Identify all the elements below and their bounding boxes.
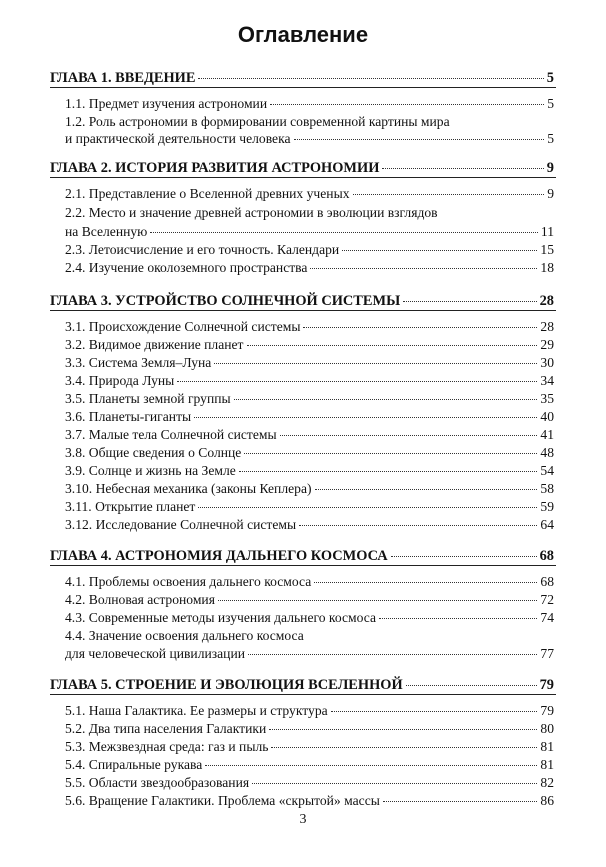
chapter-divider (50, 310, 556, 311)
dot-leader (205, 765, 537, 766)
section-3-12-title: 3.12. Исследование Солнечной системы (65, 517, 297, 532)
dot-leader (198, 507, 537, 508)
section-1-1-page: 5 (547, 96, 554, 111)
section-5-5[interactable] (65, 775, 554, 791)
chapter-divider (50, 87, 556, 88)
section-3-7-title: 3.7. Малые тела Солнечной системы (65, 427, 277, 442)
chapter-3-title: ГЛАВА 3. УСТРОЙСТВО СОЛНЕЧНОЙ СИСТЕМЫ (50, 293, 401, 309)
dot-leader (315, 489, 538, 490)
dot-leader (303, 327, 537, 328)
dot-leader (269, 729, 537, 730)
chapter-divider (50, 177, 556, 178)
dot-leader (234, 399, 538, 400)
chapter-1[interactable] (50, 70, 554, 86)
section-4-4-title[interactable]: 4.4. Значение освоения дальнего космоса (65, 628, 304, 643)
dot-leader (214, 363, 537, 364)
dot-leader (247, 345, 538, 346)
section-1-1[interactable] (65, 96, 554, 112)
dot-leader (403, 301, 536, 302)
dot-leader (252, 783, 537, 784)
section-1-2-title: и практической деятельности человека (65, 131, 291, 146)
section-5-6-title: 5.6. Вращение Галактики. Проблема «скрытой» массы (65, 793, 380, 808)
dot-leader (271, 747, 537, 748)
chapter-2-page: 9 (546, 160, 554, 176)
section-3-4-page: 34 (540, 373, 554, 388)
chapter-divider (50, 694, 556, 695)
section-2-2[interactable] (65, 224, 554, 240)
section-4-1-title: 4.1. Проблемы освоения дальнего космоса (65, 574, 312, 589)
section-5-5-page: 82 (540, 775, 554, 790)
section-5-4[interactable] (65, 757, 554, 773)
section-2-3-page: 15 (540, 242, 554, 257)
section-3-2-page: 29 (540, 337, 554, 352)
section-3-6-page: 40 (540, 409, 554, 424)
dot-leader (177, 381, 537, 382)
section-5-4-title: 5.4. Спиральные рукава (65, 757, 203, 772)
section-2-4[interactable] (65, 260, 554, 276)
section-3-10-title: 3.10. Небесная механика (законы Кеплера) (65, 481, 312, 496)
dot-leader (299, 525, 537, 526)
section-3-1-page: 28 (540, 319, 554, 334)
dot-leader (244, 453, 537, 454)
section-5-2[interactable] (65, 721, 554, 737)
chapter-5-title: ГЛАВА 5. СТРОЕНИЕ И ЭВОЛЮЦИЯ ВСЕЛЕННОЙ (50, 677, 403, 693)
dot-leader (270, 104, 544, 105)
section-3-11-page: 59 (540, 499, 554, 514)
section-4-4-title: для человеческой цивилизации (65, 646, 245, 661)
section-5-3-page: 81 (540, 739, 554, 754)
section-5-3[interactable] (65, 739, 554, 755)
section-4-3-title: 4.3. Современные методы изучения дальнего космоса (65, 610, 376, 625)
section-5-2-page: 80 (540, 721, 554, 736)
section-4-3[interactable] (65, 610, 554, 626)
dot-leader (331, 711, 538, 712)
section-5-1-title: 5.1. Наша Галактика. Ее размеры и структура (65, 703, 328, 718)
section-1-2-page: 5 (547, 131, 554, 146)
section-4-4-page: 77 (540, 646, 554, 661)
dot-leader (353, 194, 545, 195)
section-3-5-title: 3.5. Планеты земной группы (65, 391, 231, 406)
section-3-10-page: 58 (540, 481, 554, 496)
section-2-2-title[interactable]: 2.2. Место и значение древней астрономии в эволюции взглядов (65, 205, 438, 220)
dot-leader (248, 654, 537, 655)
section-2-3[interactable] (65, 242, 554, 258)
section-1-1-title: 1.1. Предмет изучения астрономии (65, 96, 268, 111)
section-4-1-page: 68 (540, 574, 554, 589)
section-3-12-page: 64 (540, 517, 554, 532)
section-3-1-title: 3.1. Происхождение Солнечной системы (65, 319, 301, 334)
section-2-4-page: 18 (540, 260, 554, 275)
chapter-2[interactable] (50, 160, 554, 176)
chapter-5[interactable] (50, 677, 554, 693)
section-2-3-title: 2.3. Летоисчисление и его точность. Календари (65, 242, 340, 257)
section-3-2[interactable] (65, 337, 554, 353)
chapter-1-title: ГЛАВА 1. ВВЕДЕНИЕ (50, 70, 196, 86)
section-3-9-title: 3.9. Солнце и жизнь на Земле (65, 463, 236, 478)
section-3-11-title: 3.11. Открытие планет (65, 499, 196, 514)
section-3-9-page: 54 (540, 463, 554, 478)
page-number: 3 (299, 812, 307, 827)
section-3-4-title: 3.4. Природа Луны (65, 373, 175, 388)
section-4-2-page: 72 (540, 592, 554, 607)
chapter-4-title: ГЛАВА 4. АСТРОНОМИЯ ДАЛЬНЕГО КОСМОСА (50, 548, 388, 564)
section-4-1[interactable] (65, 574, 554, 590)
dot-leader (150, 232, 538, 233)
page-title: Оглавление (237, 22, 369, 47)
dot-leader (406, 685, 537, 686)
section-3-3[interactable] (65, 355, 554, 371)
chapter-1-page: 5 (546, 70, 554, 86)
section-3-4[interactable] (65, 373, 554, 389)
section-5-6-page: 86 (540, 793, 554, 808)
dot-leader (239, 471, 538, 472)
section-3-12[interactable] (65, 517, 554, 533)
section-3-1[interactable] (65, 319, 554, 335)
section-3-7[interactable] (65, 427, 554, 443)
section-5-1-page: 79 (540, 703, 554, 718)
section-3-8-page: 48 (540, 445, 554, 460)
dot-leader (194, 417, 537, 418)
dot-leader (218, 600, 537, 601)
chapter-2-title: ГЛАВА 2. ИСТОРИЯ РАЗВИТИЯ АСТРОНОМИИ (50, 160, 380, 176)
dot-leader (383, 801, 538, 802)
section-5-6[interactable] (65, 793, 554, 809)
section-4-2[interactable] (65, 592, 554, 608)
section-4-4[interactable] (65, 646, 554, 662)
chapter-3-page: 28 (539, 293, 554, 309)
chapter-5-page: 79 (539, 677, 554, 693)
section-3-9[interactable] (65, 463, 554, 479)
section-3-2-title: 3.2. Видимое движение планет (65, 337, 244, 352)
section-3-7-page: 41 (540, 427, 554, 442)
section-2-2-title: на Вселенную (65, 224, 148, 239)
section-3-6-title: 3.6. Планеты-гиганты (65, 409, 192, 424)
section-3-8-title: 3.8. Общие сведения о Солнце (65, 445, 242, 460)
section-5-5-title: 5.5. Области звездообразования (65, 775, 250, 790)
chapter-4-page: 68 (539, 548, 554, 564)
section-3-5-page: 35 (540, 391, 554, 406)
chapter-divider (50, 565, 556, 566)
dot-leader (280, 435, 538, 436)
section-2-1-title: 2.1. Представление о Вселенной древних ученых (65, 186, 350, 201)
section-2-1-page: 9 (547, 186, 554, 201)
section-3-10[interactable] (65, 481, 554, 497)
section-3-6[interactable] (65, 409, 554, 425)
dot-leader (391, 556, 537, 557)
section-2-2-page: 11 (540, 224, 554, 239)
section-5-4-page: 81 (540, 757, 554, 772)
section-2-1[interactable] (65, 186, 554, 202)
dot-leader (379, 618, 537, 619)
dot-leader (342, 250, 537, 251)
section-3-3-page: 30 (540, 355, 554, 370)
section-1-2[interactable] (65, 131, 554, 147)
section-3-11[interactable] (65, 499, 554, 515)
section-5-1[interactable] (65, 703, 554, 719)
section-2-4-title: 2.4. Изучение околоземного пространства (65, 260, 308, 275)
dot-leader (294, 139, 545, 140)
chapter-4[interactable] (50, 548, 554, 564)
dot-leader (310, 268, 537, 269)
dot-leader (198, 78, 543, 79)
section-4-3-page: 74 (540, 610, 554, 625)
section-5-2-title: 5.2. Два типа населения Галактики (65, 721, 267, 736)
section-3-5[interactable] (65, 391, 554, 407)
section-5-3-title: 5.3. Межзвездная среда: газ и пыль (65, 739, 269, 754)
dot-leader (314, 582, 537, 583)
dot-leader (382, 168, 543, 169)
section-4-2-title: 4.2. Волновая астрономия (65, 592, 215, 607)
section-1-2-title[interactable]: 1.2. Роль астрономии в формировании современной картины мира (65, 114, 450, 129)
section-3-3-title: 3.3. Система Земля–Луна (65, 355, 212, 370)
chapter-3[interactable] (50, 293, 554, 309)
section-3-8[interactable] (65, 445, 554, 461)
